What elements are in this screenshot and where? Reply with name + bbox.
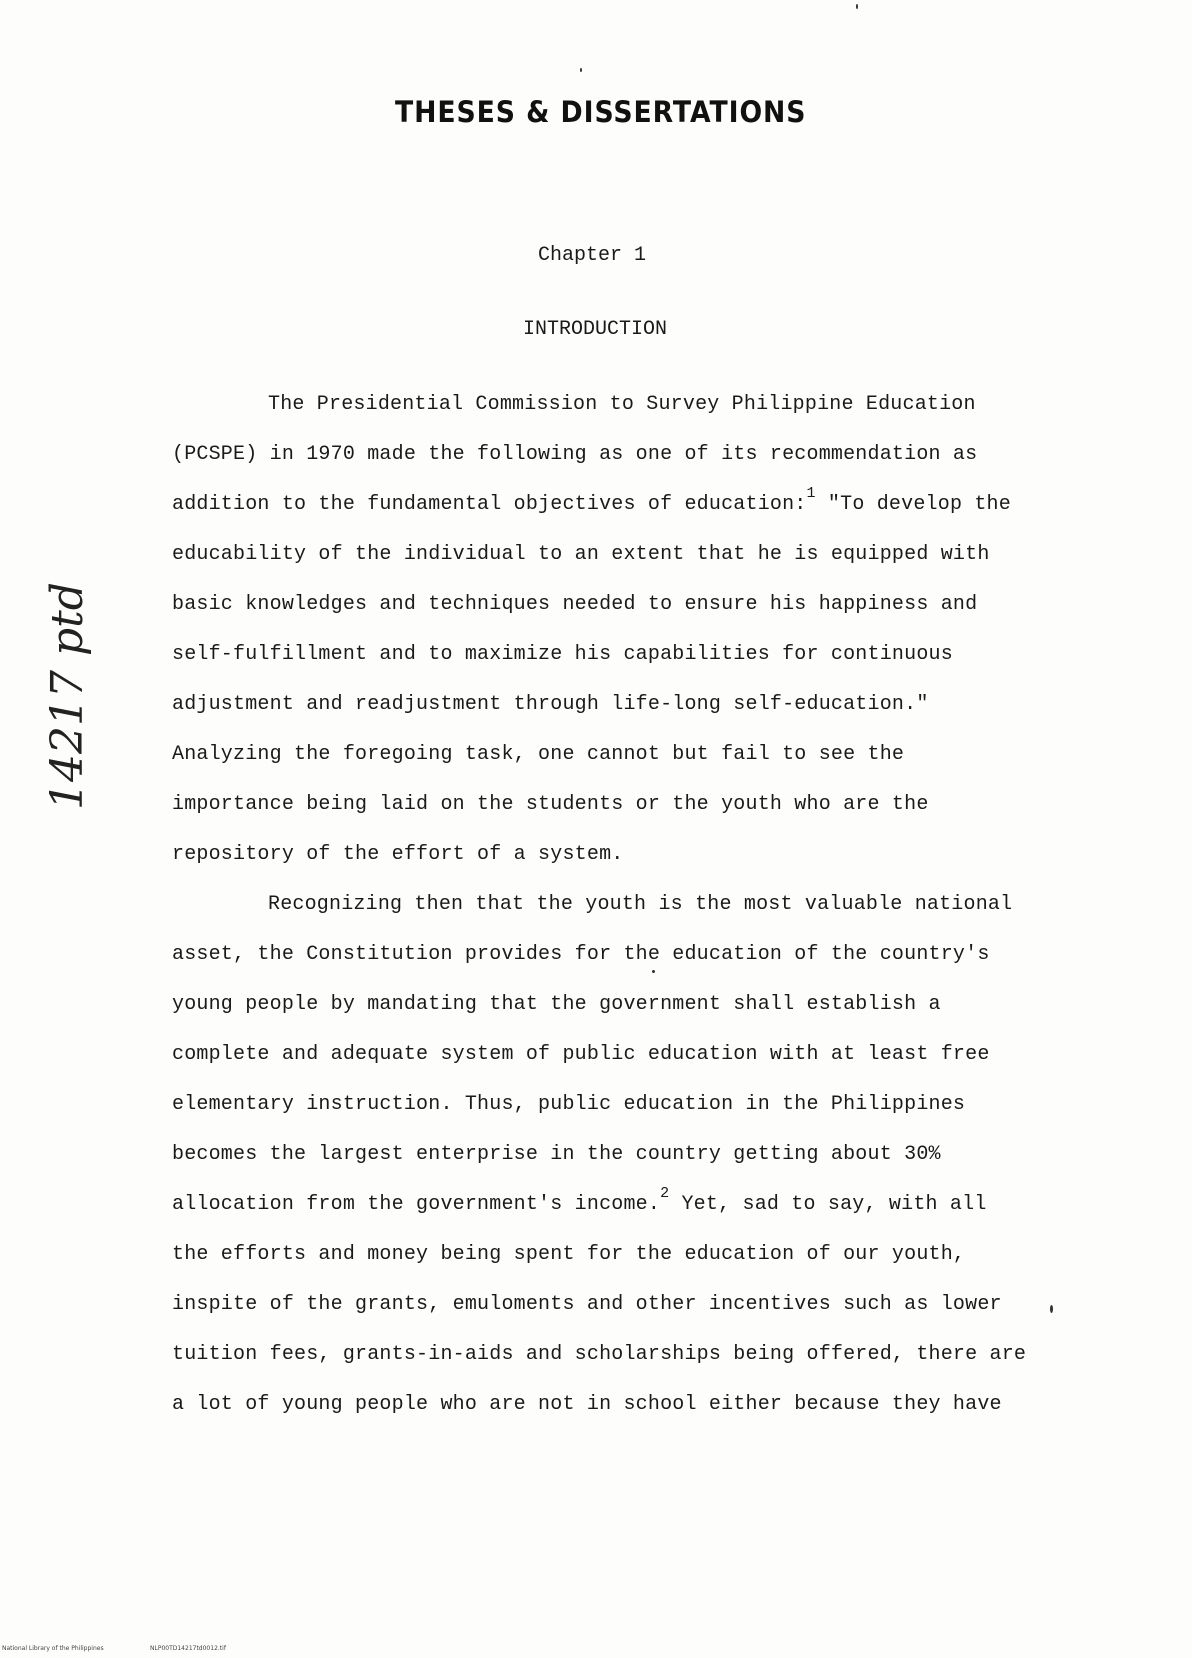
paragraph-1-line-4: educability of the individual to an extent that he is equipped with — [172, 543, 990, 566]
paragraph-2-line-2: asset, the Constitution provides for the education of the country's — [172, 943, 990, 966]
paragraph-1-line-3-text: addition to the fundamental objectives of education: — [172, 493, 807, 516]
paragraph-2-line-9: inspite of the grants, emuloments and other incentives such as lower — [172, 1293, 1002, 1316]
chapter-title: INTRODUCTION — [523, 318, 668, 341]
theses-dissertations-stamp: THESES & DISSERTATIONS — [395, 95, 807, 129]
paragraph-2-line-11: a lot of young people who are not in school either because they have — [172, 1393, 1002, 1416]
paragraph-1-line-2: (PCSPE) in 1970 made the following as one of its recommendation as — [172, 443, 978, 466]
footnote-marker-1: 1 — [806, 485, 816, 502]
footer-library-credit: National Library of the Philippines — [2, 1645, 104, 1652]
footer-file-name: NLP00TD14217td0012.tif — [150, 1645, 226, 1652]
paragraph-2-line-10: tuition fees, grants-in-aids and scholarships being offered, there are — [172, 1343, 1027, 1366]
scan-speck — [1050, 1305, 1053, 1313]
paragraph-1-line-5: basic knowledges and techniques needed to ensure his happiness and — [172, 593, 978, 616]
paragraph-2-line-5: elementary instruction. Thus, public education in the Philippines — [172, 1093, 966, 1116]
footnote-marker-2: 2 — [660, 1185, 670, 1202]
paragraph-1-line-10: repository of the effort of a system. — [172, 843, 624, 866]
paragraph-2-line-7-rest: Yet, sad to say, with all — [681, 1193, 987, 1216]
paragraph-2-line-8: the efforts and money being spent for the education of our youth, — [172, 1243, 966, 1266]
paragraph-2-line-4: complete and adequate system of public education with at least free — [172, 1043, 990, 1066]
paragraph-2-line-7 — [172, 1185, 987, 1216]
chapter-number: Chapter 1 — [538, 244, 647, 267]
paragraph-1-line-1: The Presidential Commission to Survey Philippine Education — [268, 393, 976, 416]
paragraph-2-line-7-text: allocation from the government's income. — [172, 1193, 661, 1216]
paragraph-1-line-3-quote: "To develop the — [827, 493, 1011, 516]
scan-speck — [856, 4, 858, 9]
scan-speck — [580, 68, 582, 72]
paragraph-2-line-3: young people by mandating that the government shall establish a — [172, 993, 941, 1016]
paragraph-2-line-6: becomes the largest enterprise in the country getting about 30% — [172, 1143, 941, 1166]
paragraph-1-line-9: importance being laid on the students or the youth who are the — [172, 793, 929, 816]
paragraph-1-line-8: Analyzing the foregoing task, one cannot but fail to see the — [172, 743, 905, 766]
paragraph-2-line-1: Recognizing then that the youth is the most valuable national — [268, 893, 1013, 916]
paragraph-1-line-7: adjustment and readjustment through life-long self-education." — [172, 693, 929, 716]
scan-speck — [652, 970, 655, 973]
handwritten-accession-number: 14217 ptd — [42, 582, 93, 810]
paragraph-1-line-3 — [172, 485, 1011, 516]
paragraph-1-line-6: self-fulfillment and to maximize his capabilities for continuous — [172, 643, 953, 666]
